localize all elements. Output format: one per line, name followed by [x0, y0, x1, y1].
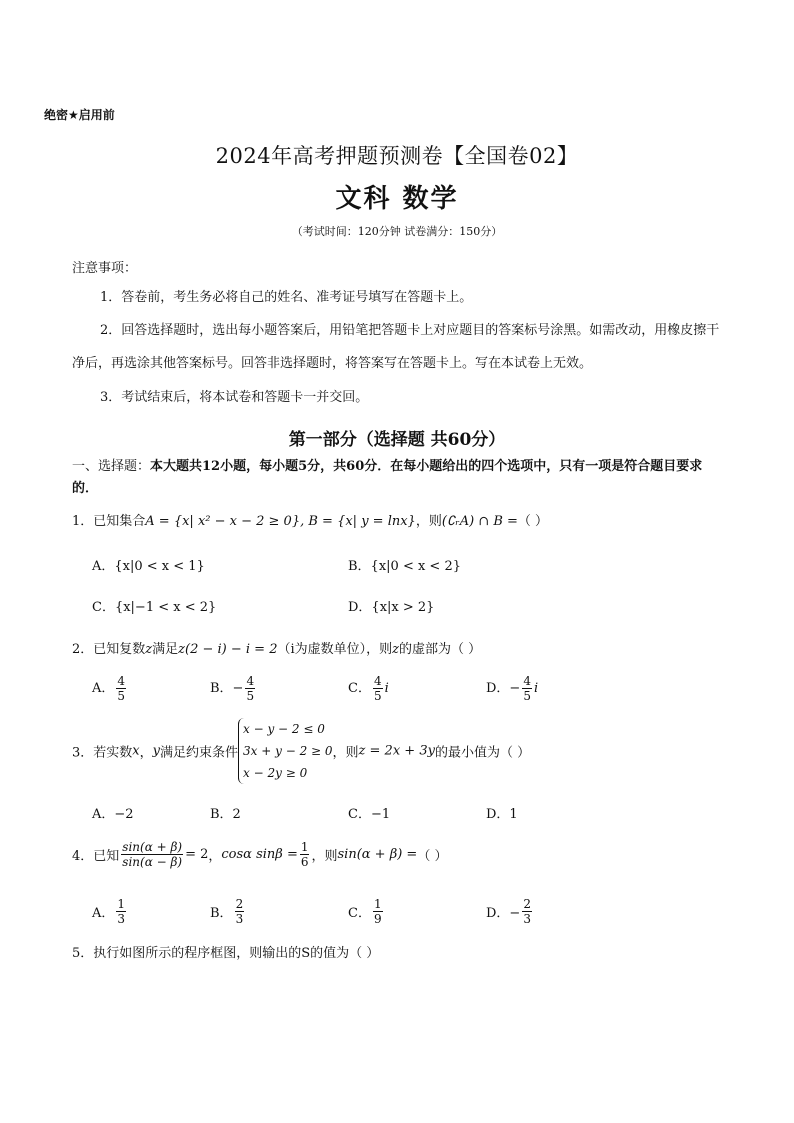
q2-option-d-fraction — [522, 674, 532, 703]
q4-b-num: 2 — [235, 897, 244, 911]
q4-stem-a: 4．已知 — [72, 849, 120, 864]
q2-option-a — [92, 674, 128, 703]
q4-option-d — [486, 897, 534, 926]
q3-option-b: B．2 — [210, 807, 241, 822]
q2-c-suffix: i — [384, 681, 389, 696]
q3-option-a: A．−2 — [92, 807, 134, 822]
q4-sep: ， — [208, 849, 222, 864]
q1-expr: (∁ᵣA) ∩ B = — [441, 514, 518, 529]
q4-b-den: 3 — [235, 912, 244, 926]
question-3-stem — [72, 718, 732, 784]
notice-item-3: 3．考试结束后，将本试卷和答题卡一并交回。 — [100, 390, 369, 405]
q3-objective: z = 2x + 3y — [358, 743, 435, 759]
q3-var-x: x — [132, 743, 140, 759]
q3-stem-c: ，则 — [332, 745, 359, 761]
q1-option-d: D．{x|x > 2} — [348, 600, 435, 615]
q2-option-c — [348, 674, 389, 703]
q4-eq1: = 2 — [185, 847, 209, 862]
q2-d-suffix: i — [533, 681, 539, 696]
section-intro-prefix: 一、选择题： — [72, 459, 151, 474]
q2-d-num: 4 — [523, 674, 531, 688]
section-intro-text: 本大题共12小题，每小题5分，共60分．在每小题给出的四个选项中，只有一项是符合题目要求的． — [72, 459, 703, 496]
q3-constraint-2: 3x + y − 2 ≥ 0 — [243, 744, 333, 758]
question-1-stem — [72, 510, 732, 529]
notice-item-2: 2．回答选择题时，选出每小题答案后，用铅笔把答题卡上对应题目的答案标号涂黑。如需改动，用橡皮擦干净后，再选涂其他答案标号。回答非选择题时，将答案写在答题卡上。写在本试卷上无效。 — [72, 323, 720, 371]
q2-stem-b: 满足 — [152, 642, 179, 657]
q4-option-d-letter: D．− — [486, 906, 521, 921]
q2-equation: z(2 − i) − i = 2 — [178, 642, 278, 657]
q4-option-d-fraction — [522, 897, 532, 926]
question-4-stem — [72, 840, 732, 869]
q2-stem-a: 2．已知复数 — [72, 642, 146, 657]
q2-option-c-fraction — [373, 674, 383, 703]
exam-time-note: （考试时间：120分钟 试卷满分：150分） — [291, 225, 503, 238]
q4-option-c-fraction — [373, 897, 383, 926]
q1-option-a: A．{x|0 < x < 1} — [92, 559, 205, 574]
q3-option-d: D．1 — [486, 807, 518, 822]
q4-option-c — [348, 897, 385, 926]
notice-heading: 注意事项： — [72, 261, 138, 276]
q4-c-num: 1 — [373, 897, 382, 911]
q4-ratio-num: sin(α + β) — [122, 840, 183, 854]
q4-ratio-fraction — [121, 840, 183, 869]
q4-stem-c: （ ） — [417, 849, 448, 864]
q2-c-den: 5 — [373, 689, 382, 703]
q1-stem-a: 1．已知集合 — [72, 514, 146, 529]
q4-option-a-fraction — [116, 897, 126, 926]
q2-var: z — [145, 642, 153, 657]
confidential-mark: 绝密★启用前 — [44, 108, 115, 122]
q4-option-a — [92, 897, 128, 926]
q3-option-c: C．−1 — [348, 807, 391, 822]
notice-item-1: 1．答卷前，考生务必将自己的姓名、准考证号填写在答题卡上。 — [100, 290, 473, 305]
q4-expr2: cosα sinβ = — [221, 847, 298, 862]
q4-f2-den: 6 — [300, 855, 309, 869]
q1-stem-e: （ ） — [517, 514, 549, 529]
q4-option-b-letter: B． — [210, 906, 233, 921]
q2-option-c-letter: C． — [348, 681, 371, 696]
q2-a-num: 4 — [117, 674, 126, 688]
question-5-stem: 5．执行如图所示的程序框图，则输出的S的值为（ ） — [72, 946, 380, 961]
q4-ratio-den: sin(α − β) — [122, 855, 183, 869]
q2-a-den: 5 — [117, 689, 126, 703]
q2-option-b-fraction — [245, 674, 255, 703]
q4-option-c-letter: C． — [348, 906, 371, 921]
q2-c-num: 4 — [373, 674, 382, 688]
q4-d-den: 3 — [523, 912, 531, 926]
q2-stem-c: （i为虚数单位），则 — [277, 642, 393, 657]
q4-expr3: sin(α + β) = — [337, 847, 418, 862]
part-one-heading: 第一部分（选择题 共60分） — [288, 430, 506, 450]
q2-b-den: 5 — [246, 689, 255, 703]
q2-option-b-letter: B．− — [210, 681, 244, 696]
q2-b-num: 4 — [246, 674, 255, 688]
q1-sets: A = {x| x² − x − 2 ≥ 0}, B = {x| y = lnx} — [145, 514, 416, 529]
q2-option-a-letter: A． — [92, 681, 115, 696]
q4-a-num: 1 — [117, 897, 126, 911]
q3-stem-a: 3．若实数 — [72, 745, 133, 761]
q4-stem-b: ，则 — [311, 849, 338, 864]
q3-sep: ， — [139, 745, 153, 761]
q4-product-fraction — [300, 840, 310, 869]
section-intro — [72, 456, 722, 500]
q1-stem-c: ，则 — [415, 514, 442, 529]
exam-subject: 文科 数学 — [335, 184, 459, 214]
exam-title: 2024年高考押题预测卷【全国卷02】 — [215, 144, 579, 168]
q2-option-b — [210, 674, 257, 703]
q1-option-c: C．{x|−1 < x < 2} — [92, 600, 217, 615]
q2-option-d — [486, 674, 538, 703]
q3-stem-d: 的最小值为（ ） — [434, 745, 531, 761]
q3-stem-b: 满足约束条件 — [160, 745, 239, 761]
q3-constraint-system — [238, 718, 333, 784]
q4-d-num: 2 — [523, 897, 531, 911]
question-2-stem — [72, 638, 732, 657]
q4-option-b — [210, 897, 246, 926]
q3-constraint-3: x − 2y ≥ 0 — [243, 766, 308, 780]
q4-a-den: 3 — [117, 912, 126, 926]
q2-var-2: z — [392, 642, 400, 657]
q4-c-den: 9 — [373, 912, 382, 926]
q4-option-b-fraction — [235, 897, 245, 926]
q3-var-y: y — [152, 743, 160, 759]
q3-constraint-1: x − y − 2 ≤ 0 — [243, 722, 325, 736]
q2-option-d-letter: D．− — [486, 681, 521, 696]
q2-d-den: 5 — [523, 689, 531, 703]
q4-option-a-letter: A． — [92, 906, 115, 921]
q4-f2-num: 1 — [300, 840, 309, 854]
q1-option-b: B．{x|0 < x < 2} — [348, 559, 461, 574]
q2-option-a-fraction — [116, 674, 126, 703]
q2-stem-d: 的虚部为（ ） — [399, 642, 482, 657]
